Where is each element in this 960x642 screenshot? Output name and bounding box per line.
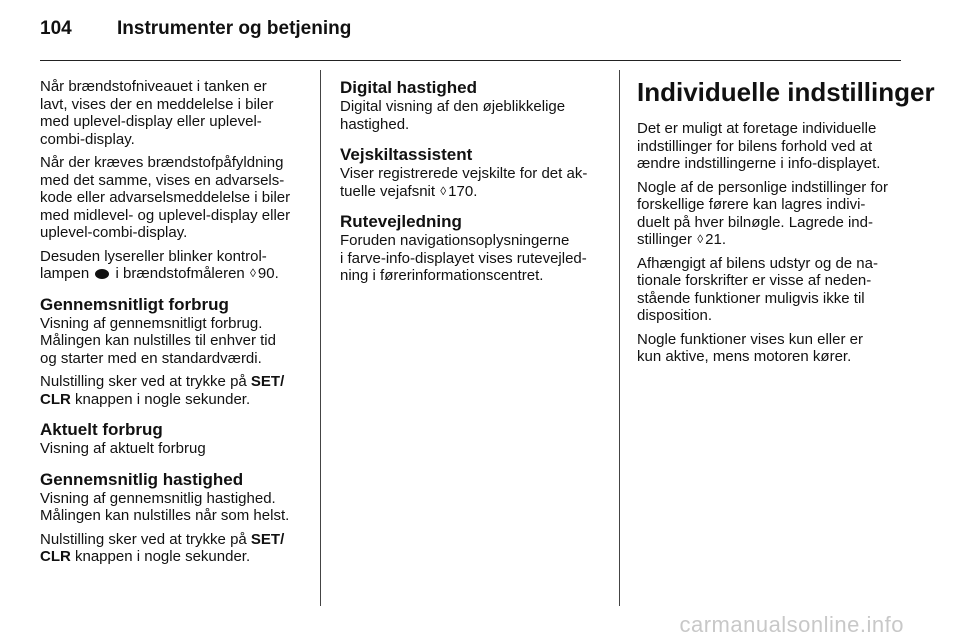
column-2	[340, 78, 608, 291]
paragraph-average-speed: Visning af gennemsnitlig hastighed. Målingen kan nulstilles når som helst.	[40, 489, 290, 524]
column-divider	[320, 70, 321, 606]
heading-average-consumption: Gennemsnitligt forbrug	[40, 294, 229, 314]
heading-average-speed: Gennemsnitlig hastighed	[40, 469, 244, 489]
heading-individual-settings: Individuelle indstillinger	[637, 77, 935, 107]
heading-digital-speed: Digital hastighed	[340, 78, 477, 97]
header-rule	[40, 60, 901, 61]
heading-route-guidance: Rutevejledning	[340, 212, 462, 231]
paragraph-sign-assistant: Viser registrerede vejskilte for det ak- tuelle vejafsnit ◊ 170.	[340, 165, 588, 200]
paragraph-settings-per-key: Nogle af de personlige indstillinger for forskellige førere kan lagres indivi- duelt på hver bilnøgle. Lagrede ind- stillinger ◊ 21.	[637, 178, 888, 248]
paragraph-refuel-warning: Når der kræves brændstofpåfyldning med det samme, vises en advarsels- kode eller advarselsmeddelelse i biler med midlevel- og uplevel-display eller uplevel-combi-display.	[40, 154, 291, 241]
paragraph-route-guidance: Foruden navigationsoplysningerne i farve-info-displayet vises rutevejled- ning i førerinformationscentret.	[340, 232, 587, 284]
fuel-warning-lamp-icon	[95, 269, 109, 279]
heading-sign-assistant: Vejskiltassistent	[340, 145, 473, 164]
paragraph-settings-availability: Afhængigt af bilens udstyr og de na- tionale forskrifter er visse af neden- stående funktioner muligvis ikke til disposition.	[637, 254, 878, 324]
heading-current-consumption: Aktuelt forbrug	[40, 420, 163, 439]
page-title: Instrumenter og betjening	[117, 18, 352, 39]
page-reference-link[interactable]: 170.	[448, 182, 478, 200]
paragraph-fuel-lamp: Desuden lysereller blinker kontrol- lampen i brændstofmåleren ◊ 90.	[40, 247, 279, 282]
page-header	[0, 14, 960, 50]
set-clr-key-label: SET/ CLR	[40, 373, 285, 408]
paragraph-current-consumption: Visning af aktuelt forbrug	[40, 440, 206, 457]
page-reference-icon: ◊	[697, 232, 704, 246]
page-reference-icon: ◊	[440, 183, 447, 198]
paragraph-digital-speed: Digital visning af den øjeblikkelige hastighed.	[340, 98, 566, 133]
paragraph-low-fuel: Når brændstofniveauet i tanken er lavt, vises der en meddelelse i biler med uplevel-display eller uplevel- combi-display.	[40, 78, 274, 148]
column-1	[40, 78, 308, 572]
set-clr-key-label: SET/ CLR	[40, 530, 285, 565]
paragraph-settings-intro: Det er muligt at foretage individuelle indstillinger for bilens forhold ved at ændre indstillingerne i info-displayet.	[637, 120, 881, 172]
paragraph-average-speed-reset: Nulstilling sker ved at trykke på SET/ CLR knappen i nogle sekunder.	[40, 530, 285, 565]
page-number: 104	[40, 18, 72, 39]
column-divider	[619, 70, 620, 606]
paragraph-average-consumption-reset: Nulstilling sker ved at trykke på SET/ CLR knappen i nogle sekunder.	[40, 373, 285, 408]
column-3	[637, 77, 935, 372]
page-reference-link[interactable]: 21.	[705, 231, 726, 248]
paragraph-average-consumption: Visning af gennemsnitligt forbrug. Målingen kan nulstilles til enhver tid og starter med en standardværdi.	[40, 314, 276, 367]
page-reference-link[interactable]: 90.	[257, 265, 279, 282]
watermark-text: carmanualsonline.info	[679, 612, 904, 637]
paragraph-settings-engine-running: Nogle funktioner vises kun eller er kun aktive, mens motoren kører.	[637, 330, 863, 365]
page-reference-icon: ◊	[249, 266, 256, 280]
